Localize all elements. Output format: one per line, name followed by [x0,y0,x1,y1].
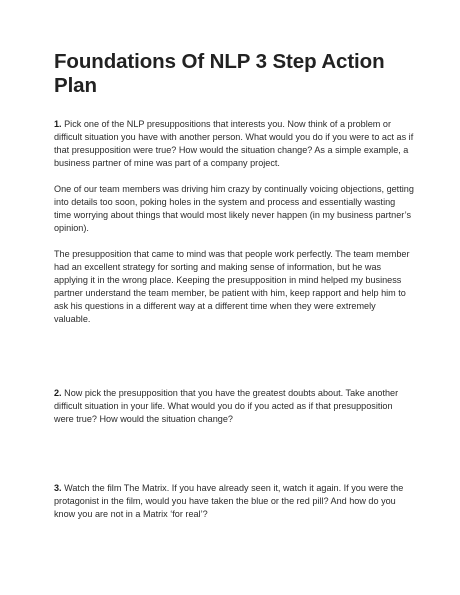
step-1-text: Pick one of the NLP presuppositions that interests you. Now think of a problem or difficult situation you have with another person. What would you do if you were to act as if that presupposition were true? How would the situation change? As a simple example, a business partner of mine was part of a company project. [54,119,414,168]
step-3-paragraph [54,482,414,521]
step-1-paragraph [54,118,414,170]
step-2-paragraph [54,387,414,426]
step-3-text: Watch the film The Matrix. If you have already seen it, watch it again. If you were the protagonist in the film, would you have taken the blue or the red pill? And how do you know you are not in a Matrix ‘for real’? [54,483,404,519]
spacer [54,439,414,482]
step-3-number: 3. [54,483,62,493]
step-2-number: 2. [54,388,62,398]
spacer [54,339,414,387]
document-page [54,50,414,534]
presupposition-paragraph: The presupposition that came to mind was that people work perfectly. The team member had an excellent strategy for sorting and making sense of information, but he was applying it in the wrong place. Keeping the presupposition in mind helped my business partner understand the team member, be patient with him, keep rapport and help him to ask his questions in a different way at a different time when they were extremely valuable. [54,249,410,324]
step-1-number: 1. [54,119,62,129]
example-paragraph: One of our team members was driving him crazy by continually voicing objections, getting into details too soon, poking holes in the system and process and essentially wasting time worrying about things that would most likely never happen (in my business partner’s opinion). [54,184,414,233]
page-title: Foundations Of NLP 3 Step Action Plan [54,50,385,97]
step-2-text: Now pick the presupposition that you have the greatest doubts about. Take another difficult situation in your life. What would you do if you acted as if that presupposition were true? How would the situation change? [54,388,399,424]
